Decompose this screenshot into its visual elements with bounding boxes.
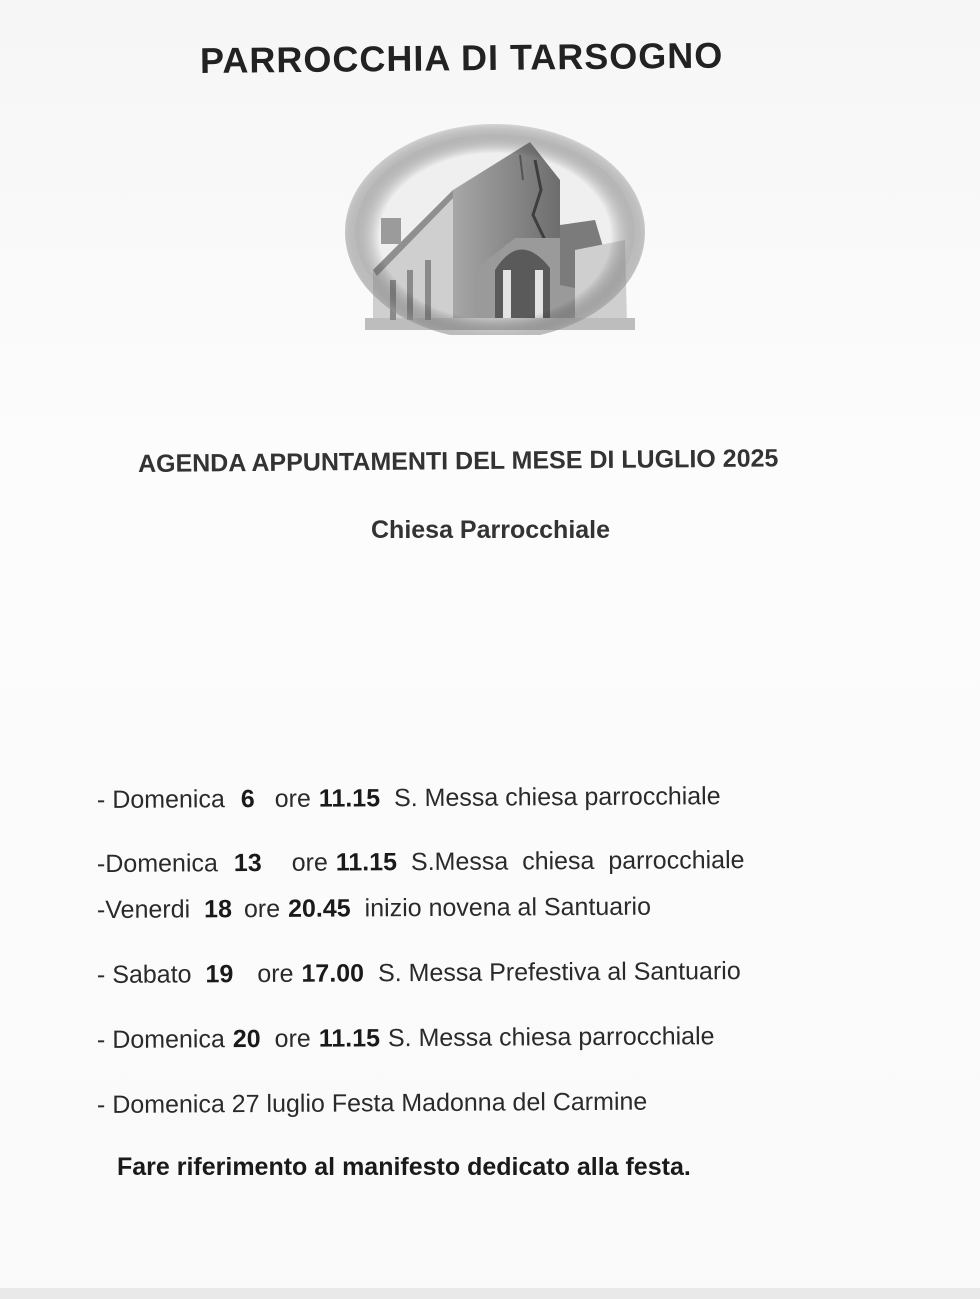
event-row [97,1088,647,1120]
event-day-name: -Domenica [96,849,218,878]
event-description: S. Messa Prefestiva al Santuario [377,957,741,988]
agenda-location: Chiesa Parrocchiale [371,516,611,544]
event-time: 11.15 [318,1024,381,1053]
event-description: S. Messa chiesa parrocchiale [393,782,721,813]
event-description: S. Messa chiesa parrocchiale [387,1022,715,1053]
agenda-heading: AGENDA APPUNTAMENTI DEL MESE DI LUGLIO 2025 [137,444,779,478]
event-day-number: 6 [240,785,255,814]
event-row [97,782,721,815]
church-photo [345,120,645,335]
event-row [97,1022,715,1055]
festival-note: Fare riferimento al manifesto dedicato alla festa. [117,1153,691,1181]
event-day-number: 18 [204,895,233,924]
event-description: S.Messa chiesa parrocchiale [410,846,745,877]
event-ore-label: ore [257,959,294,989]
event-ore-label: ore [274,1024,311,1053]
event-time: 20.45 [287,894,351,923]
event-text: - Domenica 27 luglio Festa Madonna del Carmine [96,1087,648,1119]
event-row [97,846,745,879]
event-day-name: - Sabato [96,960,192,989]
event-description: inizio novena al Santuario [364,892,652,923]
event-day-name: - Domenica [96,785,225,814]
page-bottom-edge [0,1288,980,1299]
event-ore-label: ore [274,784,311,813]
page-title: PARROCCHIA DI TARSOGNO [199,34,724,81]
event-ore-label: ore [291,848,328,877]
event-row [97,893,651,925]
event-ore-label: ore [243,894,281,924]
event-day-name: -Venerdi [96,895,191,924]
event-day-number: 13 [233,848,262,878]
event-day-number: 20 [232,1025,261,1054]
event-time: 11.15 [318,784,381,813]
event-time: 17.00 [301,959,365,988]
event-row [97,957,741,990]
event-day-name: - Domenica [96,1025,225,1054]
event-day-number: 19 [205,960,234,989]
event-time: 11.15 [335,848,398,877]
